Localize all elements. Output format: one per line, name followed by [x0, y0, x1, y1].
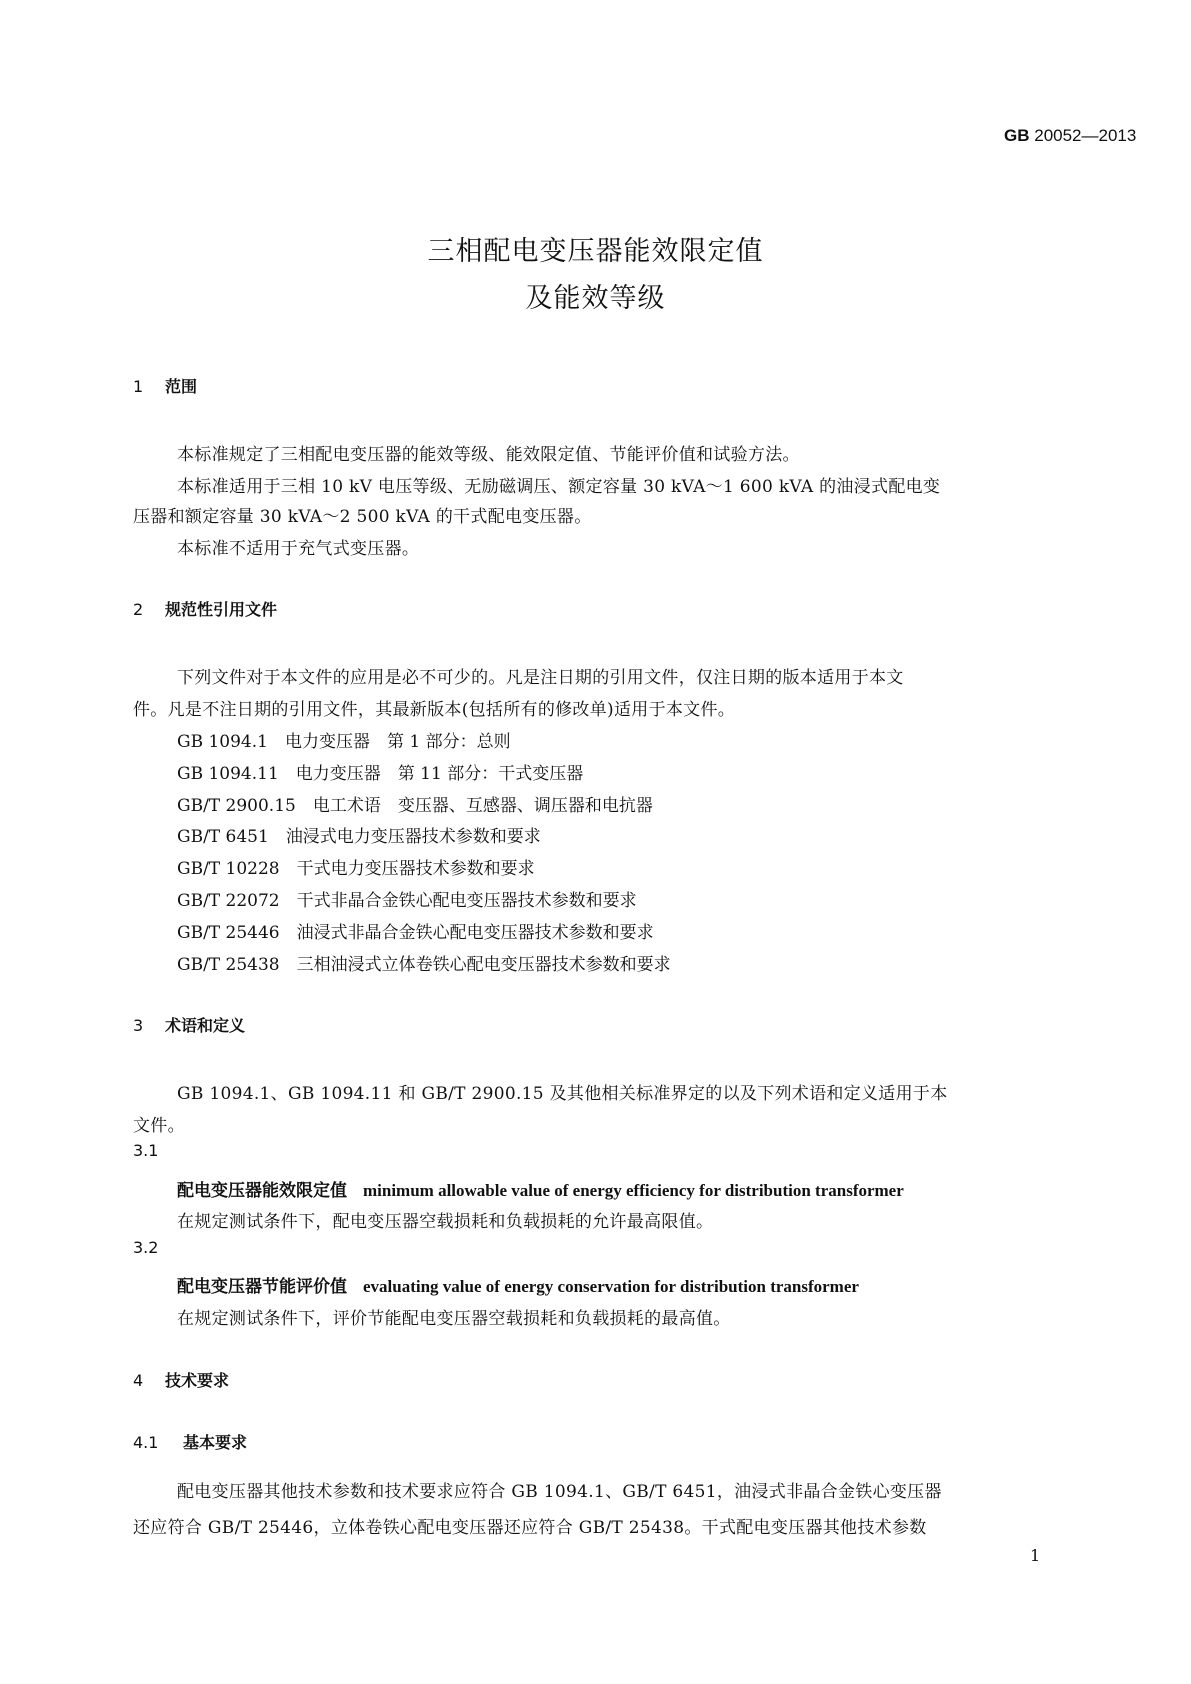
- term-entry: [177, 1176, 904, 1201]
- reference-item: [177, 854, 535, 879]
- reference-title: 电力变压器 第 1 部分：总则: [284, 732, 511, 752]
- subsection-number: 4.1: [133, 1433, 159, 1452]
- reference-title: 三相油浸式立体卷铁心配电变压器技术参数和要求: [296, 955, 671, 975]
- reference-title: 干式电力变压器技术参数和要求: [296, 859, 535, 879]
- reference-title: 油浸式非晶合金铁心配电变压器技术参数和要求: [296, 923, 654, 943]
- section-title: 规范性引用文件: [165, 600, 278, 619]
- paragraph: 本标准不适用于充气式变压器。: [177, 539, 420, 559]
- section-heading-3: [133, 1013, 245, 1036]
- paragraph-continuation: 压器和额定容量 30 kVA～2 500 kVA 的干式配电变压器。: [133, 507, 592, 527]
- term-entry: [177, 1272, 859, 1297]
- term-definition: 在规定测试条件下，配电变压器空载损耗和负载损耗的允许最高限值。: [177, 1212, 714, 1232]
- section-number: 4: [133, 1371, 144, 1390]
- reference-item: [177, 918, 654, 943]
- paragraph-continuation: 文件。: [133, 1116, 185, 1136]
- section-title: 范围: [165, 377, 198, 396]
- term-definition: 在规定测试条件下，评价节能配电变压器空载损耗和负载损耗的最高值。: [177, 1309, 731, 1329]
- reference-code: GB/T 10228: [177, 859, 280, 879]
- section-number: 2: [133, 600, 144, 619]
- term-number: 3.2: [133, 1238, 159, 1257]
- reference-code: GB/T 2900.15: [177, 796, 296, 816]
- reference-code: GB/T 25438: [177, 955, 280, 975]
- paragraph: 本标准适用于三相 10 kV 电压等级、无励磁调压、额定容量 30 kVA～1 600 kVA 的油浸式配电变: [177, 477, 941, 497]
- standard-code: 20052—2013: [1034, 126, 1137, 145]
- reference-item: [177, 886, 637, 911]
- document-title-line1: 三相配电变压器能效限定值: [427, 236, 764, 267]
- term-english: evaluating value of energy conservation for distribution transformer: [363, 1277, 859, 1296]
- section-title: 技术要求: [165, 1371, 230, 1390]
- paragraph: 下列文件对于本文件的应用是必不可少的。凡是注日期的引用文件，仅注日期的版本适用于本文: [177, 668, 904, 688]
- section-heading-1: [133, 374, 197, 397]
- document-title-line2: 及能效等级: [525, 283, 666, 314]
- subsection-heading-4-1: [133, 1430, 247, 1453]
- term-english: minimum allowable value of energy efficiency for distribution transformer: [363, 1181, 904, 1200]
- reference-item: [177, 950, 671, 975]
- standard-prefix: GB: [1004, 126, 1030, 145]
- paragraph: 配电变压器其他技术参数和技术要求应符合 GB 1094.1、GB/T 6451，油浸式非晶合金铁心变压器: [177, 1482, 942, 1502]
- standard-number: [1004, 126, 1137, 146]
- term-number: 3.1: [133, 1141, 159, 1160]
- reference-code: GB/T 25446: [177, 923, 280, 943]
- paragraph-continuation: 还应符合 GB/T 25446，立体卷铁心配电变压器还应符合 GB/T 25438。干式配电变压器其他技术参数: [133, 1518, 927, 1538]
- reference-code: GB 1094.1: [177, 732, 268, 752]
- section-heading-4: [133, 1368, 229, 1391]
- paragraph: 本标准规定了三相配电变压器的能效等级、能效限定值、节能评价值和试验方法。: [177, 445, 800, 465]
- reference-code: GB/T 22072: [177, 891, 280, 911]
- page-number: 1: [1030, 1546, 1041, 1565]
- section-number: 1: [133, 377, 144, 396]
- section-number: 3: [133, 1016, 144, 1035]
- subsection-title: 基本要求: [183, 1433, 248, 1452]
- reference-item: [177, 791, 653, 816]
- reference-code: GB 1094.11: [177, 764, 279, 784]
- reference-item: [177, 727, 511, 752]
- reference-item: [177, 759, 583, 784]
- paragraph: GB 1094.1、GB 1094.11 和 GB/T 2900.15 及其他相关标准界定的以及下列术语和定义适用于本: [177, 1084, 948, 1104]
- reference-title: 油浸式电力变压器技术参数和要求: [285, 827, 541, 847]
- reference-title: 电工术语 变压器、互感器、调压器和电抗器: [312, 796, 653, 816]
- reference-title: 干式非晶合金铁心配电变压器技术参数和要求: [296, 891, 637, 911]
- section-heading-2: [133, 597, 277, 620]
- term-chinese: 配电变压器能效限定值: [177, 1181, 347, 1201]
- reference-code: GB/T 6451: [177, 827, 269, 847]
- paragraph-continuation: 件。凡是不注日期的引用文件，其最新版本(包括所有的修改单)适用于本文件。: [133, 700, 736, 720]
- reference-item: [177, 822, 541, 847]
- term-chinese: 配电变压器节能评价值: [177, 1277, 347, 1297]
- section-title: 术语和定义: [165, 1016, 246, 1035]
- reference-title: 电力变压器 第 11 部分：干式变压器: [295, 764, 584, 784]
